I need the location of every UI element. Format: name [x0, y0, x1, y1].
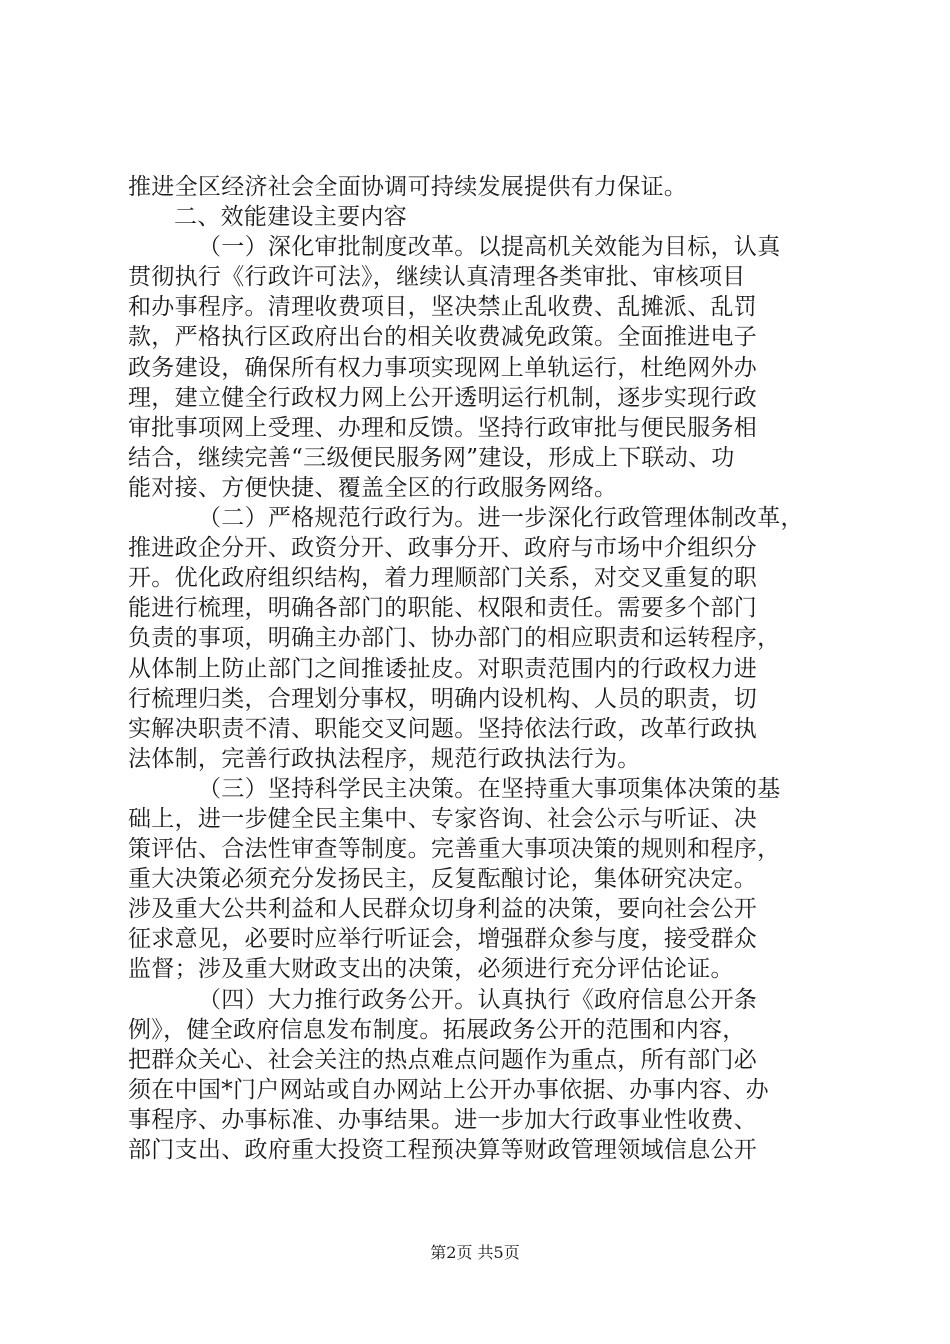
text-line: 负责的事项，明确主办部门、协办部门的相应职责和运转程序，: [128, 625, 781, 652]
text-line: 从体制上防止部门之间推诿扯皮。对职责范围内的行政权力进: [128, 655, 758, 682]
text-line: 审批事项网上受理、办理和反馈。坚持行政审批与便民服务相: [128, 414, 758, 441]
text-line: 能进行梳理，明确各部门的职能、权限和责任。需要多个部门: [128, 595, 758, 622]
text-line: 础上，进一步健全民主集中、专家咨询、社会公示与听证、决: [128, 805, 758, 832]
text-line: 部门支出、政府重大投资工程预决算等财政管理领域信息公开: [128, 1137, 758, 1163]
text-line: 推进全区经济社会全面协调可持续发展提供有力保证。: [128, 174, 688, 200]
text-line: 推进政企分开、政资分开、政事分开、政府与市场中介组织分: [128, 535, 758, 562]
text-line: 政务建设，确保所有权力事项实现网上单轨运行，杜绝网外办: [128, 354, 758, 381]
text-line: （二）严格规范行政行为。进一步深化行政管理体制改革，: [198, 505, 804, 532]
text-line: 须在中国*门户网站或自办网站上公开办事依据、办事内容、办: [128, 1076, 769, 1103]
text-line: 涉及重大公共利益和人民群众切身利益的决策，要向社会公开: [128, 896, 758, 923]
text-line: 法体制，完善行政执法程序，规范行政执法行为。: [128, 745, 641, 772]
text-line: 重大决策必须充分发扬民主，反复酝酿讨论，集体研究决定。: [128, 866, 758, 893]
text-line: 行梳理归类，合理划分事权，明确内设机构、人员的职责，切: [128, 685, 758, 712]
text-line: 实解决职责不清、职能交叉问题。坚持依法行政，改革行政执: [128, 715, 758, 742]
text-line: 征求意见，必要时应举行听证会，增强群众参与度，接受群众: [128, 926, 758, 953]
text-line: 事程序、办事标准、办事结果。进一步加大行政事业性收费、: [128, 1106, 758, 1133]
text-line: 能对接、方便快捷、覆盖全区的行政服务网络。: [128, 474, 618, 501]
page-footer: 第2页 共5页: [430, 1243, 520, 1262]
text-line: 把群众关心、社会关注的热点难点问题作为重点，所有部门必: [128, 1046, 758, 1073]
text-line: 例》，健全政府信息发布制度。拓展政务公开的范围和内容，: [128, 1016, 746, 1043]
text-line: 开。优化政府组织结构，着力理顺部门关系，对交叉重复的职: [128, 565, 758, 592]
text-line: （三）坚持科学民主决策。在坚持重大事项集体决策的基: [198, 775, 781, 802]
text-line: 款，严格执行区政府出台的相关收费减免政策。全面推进电子: [128, 324, 758, 351]
section-heading: 二、效能建设主要内容: [174, 204, 407, 231]
text-line: （一）深化审批制度改革。以提高机关效能为目标，认真: [198, 234, 781, 261]
text-line: （四）大力推行政务公开。认真执行《政府信息公开条: [198, 986, 758, 1013]
text-line: 贯彻执行《行政许可法》，继续认真清理各类审批、审核项目: [128, 264, 746, 291]
document-body: [128, 172, 834, 1165]
text-line: 策评估、合法性审查等制度。完善重大事项决策的规则和程序，: [128, 836, 781, 863]
text-line: 理，建立健全行政权力网上公开透明运行机制，逐步实现行政: [128, 384, 758, 411]
text-line: 和办事程序。清理收费项目，坚决禁止乱收费、乱摊派、乱罚: [128, 294, 758, 321]
text-line: 监督；涉及重大财政支出的决策，必须进行充分评估论证。: [128, 956, 734, 983]
text-line: 结合，继续完善“三级便民服务网”建设，形成上下联动、功: [128, 444, 735, 471]
